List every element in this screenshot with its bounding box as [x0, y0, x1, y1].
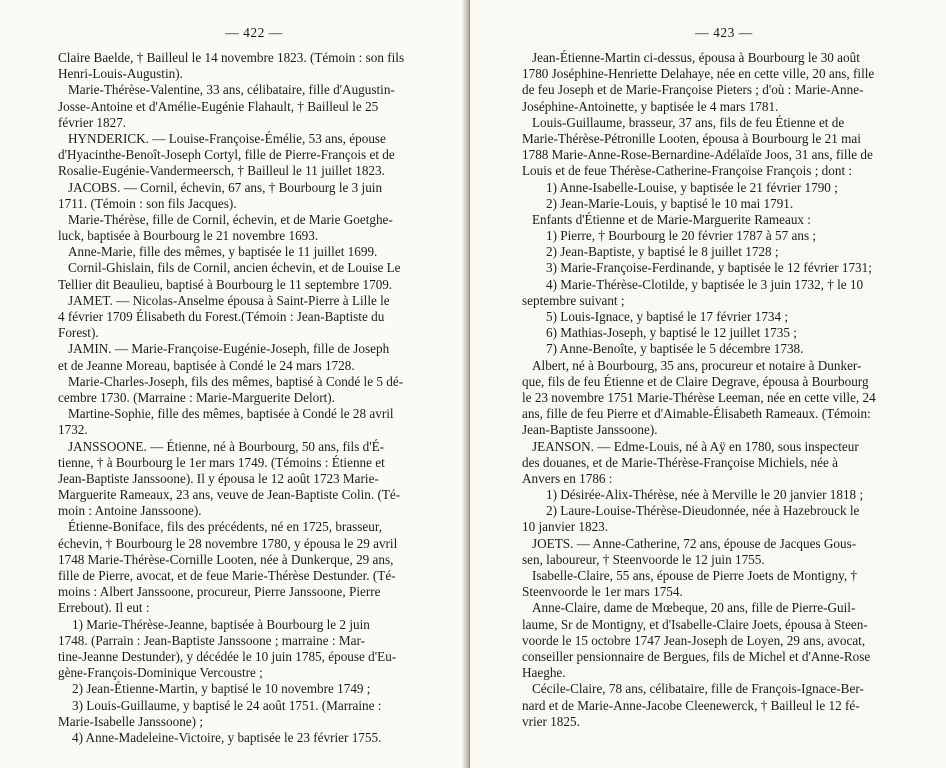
text-line: cembre 1730. (Marraine : Marie-Marguerite Delort).	[58, 389, 335, 405]
text-line: JAMET. — Nicolas-Anselme épousa à Saint-Pierre à Lille le	[68, 292, 390, 308]
text-line: sen, laboureur, † Steenvoorde le 12 juin 1755.	[522, 551, 765, 567]
text-line: 4) Marie-Thérèse-Clotilde, y baptisée le 3 juin 1732, † le 10	[546, 276, 864, 292]
text-line: Cécile-Claire, 78 ans, célibataire, fille de François-Ignace-Ber-	[532, 681, 864, 697]
text-line: de feu Joseph et de Marie-Françoise Pieters ; d'où : Marie-Anne-	[522, 82, 864, 98]
text-line: Anne-Claire, dame de Mœbeque, 20 ans, fille de Pierre-Guil-	[532, 600, 856, 616]
text-line: 1711. (Témoin : son fils Jacques).	[58, 195, 237, 211]
text-line: moins : Albert Janssoone, procureur, Pierre Janssoone, Pierre	[58, 584, 381, 600]
text-line: 5) Louis-Ignace, y baptisé le 17 février 1734 ;	[546, 309, 789, 324]
text-line: Étienne-Boniface, fils des précédents, né en 1725, brasseur,	[68, 519, 383, 535]
page-number: — 423 —	[695, 25, 753, 40]
text-line: d'Hyacinthe-Benoît-Joseph Cortyl, fille de Pierre-François et de	[58, 147, 395, 163]
text-line: Jean-Baptiste Janssoone). Il y épousa le 12 août 1723 Marie-	[58, 470, 379, 486]
text-line: des douanes, et de Marie-Thérèse-Françoise Michiels, née à	[522, 454, 839, 470]
text-line: HYNDERICK. — Louise-Françoise-Émélie, 53 ans, épouse	[68, 130, 386, 146]
text-line: Claire Baelde, † Bailleul le 14 novembre 1823. (Témoin : son fils	[58, 50, 405, 65]
text-line: Henri-Louis-Augustin).	[58, 66, 183, 82]
text-line: Marie-Thérèse-Pétronille Looten, épousa à Bourbourg le 21 mai	[522, 130, 861, 146]
text-line: Jean-Baptiste Janssoone).	[522, 422, 658, 438]
right-page	[470, 0, 946, 768]
text-line: Forest).	[58, 325, 99, 341]
text-line: Marie-Isabelle Janssoone) ;	[58, 713, 204, 729]
text-line: JEANSON. — Edme-Louis, né à Aÿ en 1780, sous inspecteur	[532, 438, 859, 454]
text-line: 1) Pierre, † Bourbourg le 20 février 1787 à 57 ans ;	[546, 228, 817, 244]
text-line: que, fils de feu Étienne et de Claire Degrave, épousa à Bourbourg	[522, 373, 869, 389]
text-line: Albert, né à Bourbourg, 35 ans, procureur et notaire à Dunker-	[532, 357, 862, 373]
text-line: 1732.	[58, 422, 88, 438]
text-line: gène-François-Dominique Vercoustre ;	[58, 665, 263, 681]
text-line: 1748. (Parrain : Jean-Baptiste Janssoone ; marraine : Mar-	[58, 632, 365, 648]
left-page	[0, 0, 470, 768]
page-text	[58, 50, 450, 746]
text-line: 2) Jean-Marie-Louis, y baptisé le 10 mai 1791.	[546, 195, 794, 211]
text-line: 1) Désirée-Alix-Thérèse, née à Merville le 20 janvier 1818 ;	[546, 487, 864, 503]
text-line: Marie-Charles-Joseph, fils des mêmes, baptisé à Condé le 5 dé-	[68, 373, 404, 389]
text-line: 3) Marie-Françoise-Ferdinande, y baptisée le 12 février 1731;	[546, 260, 872, 276]
text-line: voorde le 15 octobre 1747 Jean-Joseph de Loyen, 29 ans, avocat,	[522, 632, 866, 648]
page-text	[522, 50, 926, 730]
text-line: Tellier dit Beaulieu, baptisé à Bourbourg le 11 septembre 1709.	[58, 276, 393, 292]
text-line: laume, Sr de Montigny, et d'Isabelle-Claire Joets, épousa à Steen-	[522, 616, 868, 632]
text-line: et de Jeanne Moreau, baptisée à Condé le 24 mars 1728.	[58, 357, 355, 373]
text-line: Enfants d'Étienne et de Marie-Marguerite Rameaux :	[532, 211, 811, 227]
text-line: luck, baptisée à Bourbourg le 21 novembre 1693.	[58, 228, 319, 244]
text-line: Errebout). Il eut :	[58, 600, 150, 616]
text-line: 4) Anne-Madeleine-Victoire, y baptisée le 23 février 1755.	[72, 729, 382, 745]
text-line: Marie-Thérèse, fille de Cornil, échevin, et de Marie Goetghe-	[68, 211, 393, 227]
text-line: 1748 Marie-Thérèse-Cornille Looten, née à Dunkerque, 29 ans,	[58, 551, 394, 567]
text-line: JAMIN. — Marie-Françoise-Eugénie-Joseph, fille de Joseph	[68, 341, 390, 357]
text-line: le 23 novembre 1751 Marie-Thérèse Leeman, née en cette ville, 24	[522, 389, 876, 405]
text-line: échevin, † Bourbourg le 28 novembre 1780, y épousa le 29 avril	[58, 535, 398, 551]
text-line: 2) Laure-Louise-Thérèse-Dieudonnée, née à Hazebrouck le	[546, 503, 860, 519]
text-line: 1) Anne-Isabelle-Louise, y baptisée le 21 février 1790 ;	[546, 179, 838, 195]
text-line: JOETS. — Anne-Catherine, 72 ans, épouse de Jacques Gous-	[532, 535, 857, 551]
text-line: Steenvoorde le 1er mars 1754.	[522, 584, 683, 600]
text-line: Jean-Étienne-Martin ci-dessus, épousa à Bourbourg le 30 août	[532, 50, 860, 65]
text-line: JANSSOONE. — Étienne, né à Bourbourg, 50 ans, fils d'É-	[68, 438, 385, 454]
text-line: Rosalie-Eugénie-Vandermeersch, † Bailleul le 11 juillet 1823.	[58, 163, 385, 179]
text-line: février 1827.	[58, 114, 127, 130]
text-line: Isabelle-Claire, 55 ans, épouse de Pierre Joets de Montigny, †	[532, 568, 858, 583]
text-line: fille de Pierre, avocat, et de feue Marie-Thérèse Destunder. (Té-	[58, 568, 396, 583]
text-line: Marie-Thérèse-Valentine, 33 ans, célibataire, fille d'Augustin-	[68, 82, 395, 98]
text-line: Marguerite Rameaux, 23 ans, veuve de Jean-Baptiste Colin. (Té-	[58, 487, 401, 503]
text-line: 2) Jean-Baptiste, y baptisé le 8 juillet 1728 ;	[546, 244, 779, 260]
page-number: — 422 —	[225, 25, 283, 40]
text-line: Josse-Antoine et d'Amélie-Eugénie Flahault, † Bailleul le 25	[58, 98, 379, 114]
text-line: 10 janvier 1823.	[522, 519, 609, 535]
text-line: tienne, † à Bourbourg le 1er mars 1749. (Témoins : Étienne et	[58, 454, 385, 470]
text-line: Louis et de feue Thérèse-Catherine-Françoise François ; dont :	[522, 163, 853, 179]
text-line: vrier 1825.	[522, 713, 580, 729]
text-line: 7) Anne-Benoîte, y baptisée le 5 décembre 1738.	[546, 341, 804, 357]
text-line: Haeghe.	[522, 665, 566, 681]
text-line: 1780 Joséphine-Henriette Delahaye, née en cette ville, 20 ans, fille	[522, 66, 875, 82]
text-line: 1) Marie-Thérèse-Jeanne, baptisée à Bourbourg le 2 juin	[72, 616, 370, 632]
text-line: conseiller pensionnaire de Bergues, fils de Michel et d'Anne-Rose	[522, 648, 871, 664]
text-line: tine-Jeanne Destunder), y décédée le 10 juin 1785, épouse d'Eu-	[58, 648, 397, 664]
text-line: ans, fille de feu Pierre et d'Aimable-Élisabeth Rameaux. (Témoin:	[522, 406, 871, 422]
text-line: Cornil-Ghislain, fils de Cornil, ancien échevin, et de Louise Le	[68, 260, 401, 276]
text-line: Anvers en 1786 :	[522, 470, 613, 486]
text-line: 4 février 1709 Élisabeth du Forest.(Témoin : Jean-Baptiste du	[58, 309, 385, 324]
text-line: moin : Antoine Janssoone).	[58, 503, 202, 519]
text-line: Anne-Marie, fille des mêmes, y baptisée le 11 juillet 1699.	[68, 244, 378, 260]
text-line: septembre suivant ;	[522, 292, 625, 308]
text-line: nard et de Marie-Anne-Jacobe Cleenewerck, † Bailleul le 12 fé-	[522, 697, 860, 713]
text-line: 1788 Marie-Anne-Rose-Bernardine-Adélaïde Joos, 31 ans, fille de	[522, 147, 873, 163]
text-line: Joséphine-Antoinette, y baptisée le 4 mars 1781.	[522, 98, 779, 114]
text-line: JACOBS. — Cornil, échevin, 67 ans, † Bourbourg le 3 juin	[68, 179, 383, 195]
text-line: 6) Mathias-Joseph, y baptisé le 12 juillet 1735 ;	[546, 325, 797, 341]
text-line: 2) Jean-Étienne-Martin, y baptisé le 10 novembre 1749 ;	[72, 681, 371, 697]
text-line: Louis-Guillaume, brasseur, 37 ans, fils de feu Étienne et de	[532, 114, 845, 130]
text-line: Martine-Sophie, fille des mêmes, baptisée à Condé le 28 avril	[68, 406, 394, 422]
text-line: 3) Louis-Guillaume, y baptisé le 24 août 1751. (Marraine :	[72, 697, 382, 713]
